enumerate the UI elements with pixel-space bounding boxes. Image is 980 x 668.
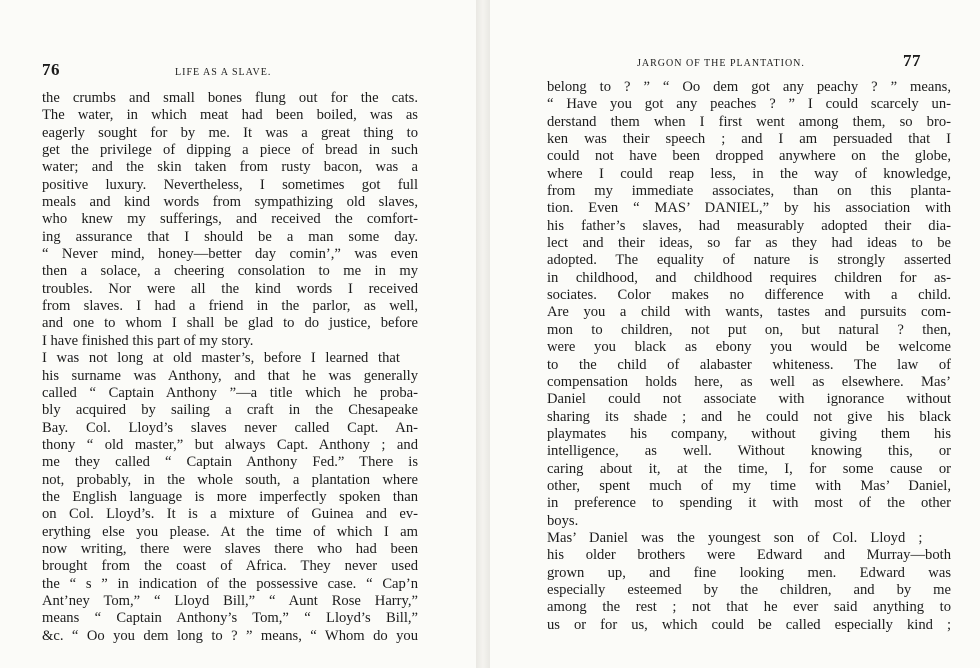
text-line: especially esteemed by the children, and by me (547, 581, 951, 598)
text-line: could not have been dropped anywhere on the globe, (547, 148, 951, 165)
text-line: us or for us, which could be called especially kind ; (547, 616, 951, 633)
text-line: sharing its shade ; and he could not give his black (547, 408, 951, 425)
text-line: derstand them when I first went among them, so bro- (547, 113, 951, 130)
text-line: me they called “ Captain Anthony Fed.” There is (42, 454, 418, 471)
text-line: to the child of alabaster whiteness. The law of (547, 356, 951, 373)
text-line: called “ Captain Anthony ”—a title which he proba- (42, 384, 418, 401)
text-line: erything else you please. At the time of which I am (42, 523, 418, 540)
text-line: not, probably, in the whole south, a plantation where (42, 471, 418, 488)
text-line: I was not long at old master’s, before I learned that (42, 350, 400, 367)
running-head: JARGON OF THE PLANTATION. (637, 58, 805, 69)
running-head: LIFE AS A SLAVE. (175, 67, 272, 78)
text-line: his father’s slaves, had measurably adopted their dia- (547, 217, 951, 234)
text-line: where I could reap less, in the way of knowledge, (547, 165, 951, 182)
text-line: then a solace, a cheering consolation to me in my (42, 263, 418, 280)
left-page (0, 0, 476, 668)
text-line: adopted. The equality of nature is strongly asserted (547, 252, 951, 269)
text-line: his older brothers were Edward and Murray—both (547, 547, 951, 564)
text-line: &c. “ Oo you dem long to ? ” means, “ Whom do you (42, 627, 418, 644)
right-page (490, 0, 980, 668)
text-line: now writing, there were slaves there who had been (42, 540, 418, 557)
text-line: brought from the coast of Africa. They never used (42, 558, 418, 575)
text-line: Are you a child with wants, tastes and pursuits com- (547, 304, 951, 321)
text-line: Ant’ney Tom,” “ Lloyd Bill,” “ Aunt Rose Harry,” (42, 592, 418, 609)
text-line: I have finished this part of my story. (42, 332, 254, 349)
text-line: “ Have you got any peaches ? ” I could scarcely un- (547, 96, 951, 113)
text-line: positive luxury. Nevertheless, I sometimes got full (42, 176, 418, 193)
text-line: and one to whom I shall be glad to do justice, before (42, 315, 418, 332)
text-line: the crumbs and small bones flung out for the cats. (42, 90, 418, 106)
text-line: “ Never mind, honey—better day comin’,” was even (42, 246, 418, 263)
text-line: among the rest ; not that he ever said anything to (547, 599, 951, 616)
text-line: playmates his company, without giving them his (547, 425, 951, 442)
text-line: The water, in which meat had been boiled, was as (42, 107, 418, 124)
text-line: bly acquired by sailing a craft in the Chesapeake (42, 402, 418, 419)
text-line: his surname was Anthony, and that he was generally (42, 367, 418, 384)
text-line: belong to ? ” “ Oo dem got any peachy ? ” means, (547, 79, 951, 95)
text-line: who knew my sufferings, and received the comfort- (42, 211, 418, 228)
book-gutter (476, 0, 490, 668)
text-line: sociates. Color makes no difference with a child. (547, 287, 951, 304)
text-line: other, spent much of my time with Mas’ Daniel, (547, 477, 951, 494)
text-line: the “ s ” in indication of the possessive case. “ Cap’n (42, 575, 418, 592)
text-line: lect and their ideas, so far as they had ideas to be (547, 235, 951, 252)
body-text (547, 79, 951, 634)
body-text (42, 90, 418, 645)
text-line: troubles. Nor were all the kind words I received (42, 280, 418, 297)
text-line: intelligence, as well. Without knowing this, or (547, 443, 951, 460)
text-line: were you black as ebony you would be welcome (547, 339, 951, 356)
text-line: ing assurance that I should be a man some day. (42, 228, 418, 245)
text-line: in preference to spending it with most of the other (547, 495, 951, 512)
text-line: caring about it, at the time, I, for some cause or (547, 460, 951, 477)
page-number: 76 (42, 60, 60, 79)
text-line: water; and the skin taken from rusty bacon, was a (42, 159, 418, 176)
text-line: thony “ old master,” but always Capt. Anthony ; and (42, 436, 418, 453)
text-line: means “ Captain Anthony’s Tom,” “ Lloyd’s Bill,” (42, 610, 418, 627)
text-line: Daniel could not associate with ignorance without (547, 391, 951, 408)
text-line: from slaves. I had a friend in the parlor, as well, (42, 298, 418, 315)
text-line: meals and kind words from sympathizing old slaves, (42, 194, 418, 211)
text-line: boys. (547, 512, 579, 529)
text-line: the English language is more imperfectly spoken than (42, 488, 418, 505)
text-line: from my immediate associates, than on this planta- (547, 183, 951, 200)
text-line: get the privilege of dipping a piece of bread in such (42, 142, 418, 159)
page-number: 77 (903, 51, 921, 70)
text-line: ken was their speech ; and I am persuaded that I (547, 131, 951, 148)
text-line: on Col. Lloyd’s. It is a mixture of Guinea and ev- (42, 506, 418, 523)
text-line: Mas’ Daniel was the youngest son of Col. Lloyd ; (547, 529, 923, 546)
text-line: in childhood, and childhood requires children for as- (547, 269, 951, 286)
text-line: mon to children, not put on, but natural ? then, (547, 321, 951, 338)
text-line: eagerly sought for by me. It was a great thing to (42, 124, 418, 141)
text-line: Bay. Col. Lloyd’s slaves never called Capt. An- (42, 419, 418, 436)
text-line: grown up, and fine looking men. Edward was (547, 564, 951, 581)
text-line: tion. Even “ MAS’ DANIEL,” by his association with (547, 200, 951, 217)
text-line: compensation holds here, as well as elsewhere. Mas’ (547, 373, 951, 390)
